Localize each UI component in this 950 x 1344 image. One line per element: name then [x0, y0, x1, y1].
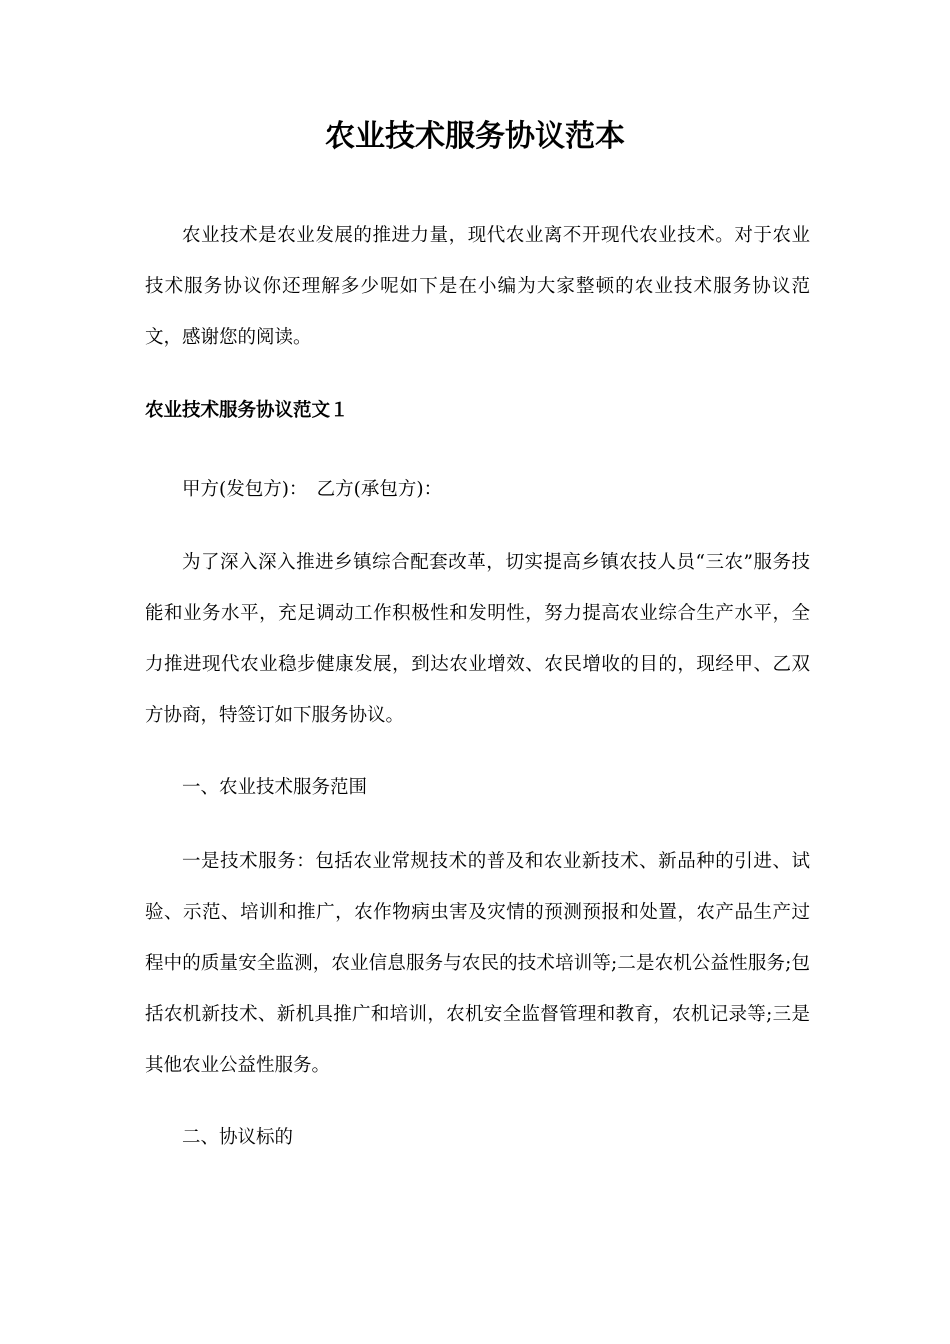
purpose-paragraph: 为了深入深入推进乡镇综合配套改革，切实提高乡镇农技人员“三农”服务技能和业务水平，充足调动工作积极性和发明性，努力提高农业综合生产水平，全力推进现代农业稳步健康发展，到达农业增效、农民增收的目的，现经甲、乙双方协商，特签订如下服务协议。	[145, 552, 810, 726]
section-heading: 农业技术服务协议范文１	[145, 400, 349, 421]
document-title: 农业技术服务协议范本	[325, 119, 625, 154]
clause-1-body: 一是技术服务：包括农业常规技术的普及和农业新技术、新品种的引进、试验、示范、培训和推广，农作物病虫害及灾情的预测预报和处置，农产品生产过程中的质量安全监测，农业信息服务与农民的技术培训等;二是农机公益性服务;包括农机新技术、新机具推广和培训，农机安全监督管理和教育，农机记录等;三是其他农业公益性服务。	[145, 851, 810, 1076]
parties-line: 甲方(发包方)： 乙方(承包方)：	[182, 479, 443, 500]
clause-1-heading: 一、农业技术服务范围	[182, 777, 368, 798]
intro-paragraph: 农业技术是农业发展的推进力量，现代农业离不开现代农业技术。对于农业技术服务协议你还理解多少呢如下是在小编为大家整顿的农业技术服务协议范文，感谢您的阅读。	[145, 225, 810, 348]
clause-2-heading: 二、协议标的	[182, 1127, 294, 1148]
